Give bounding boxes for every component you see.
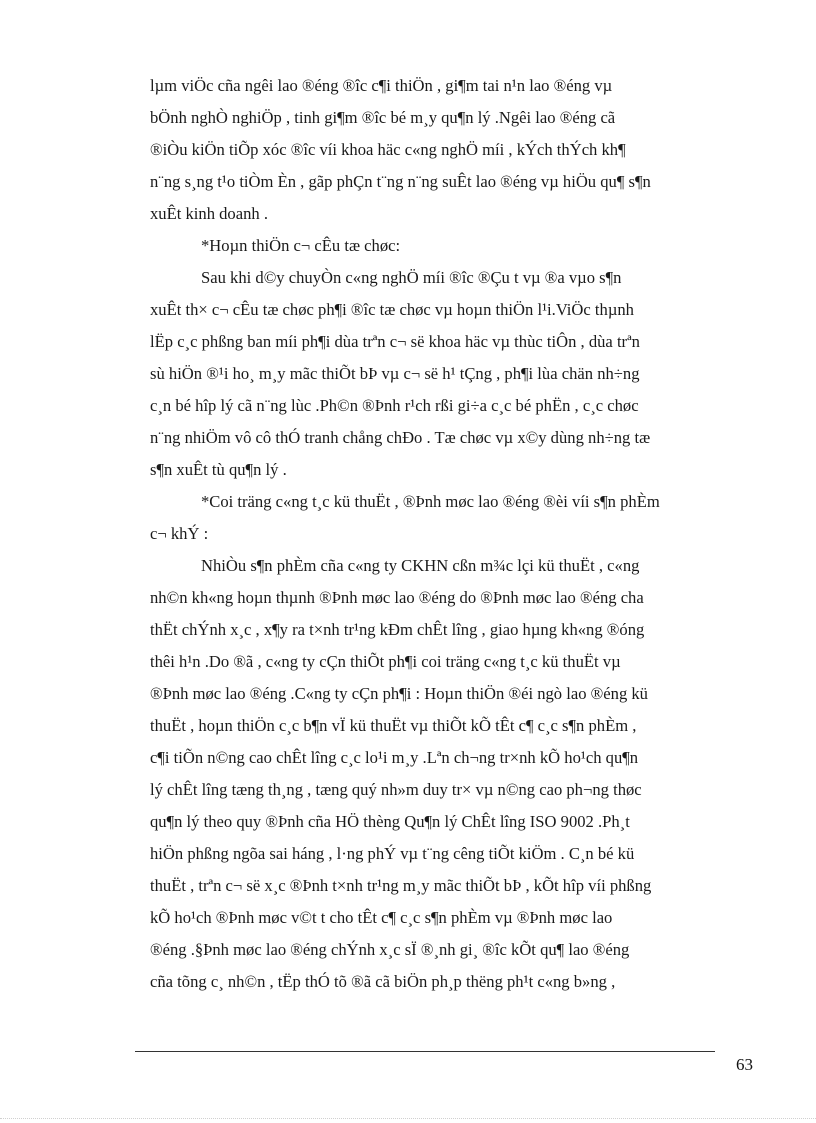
text-line: hiÖn phßng ngõa sai háng , l·ng phÝ vµ t¨ng cêng tiÕt kiÖm . C¸n bé kü — [150, 844, 635, 863]
text-line: *Hoµn thiÖn c¬ cÊu tæ chøc: — [201, 236, 401, 255]
text-line: nh©n kh«ng hoµn thµnh ®Þnh møc lao ®éng do ®Þnh møc lao ®éng cha — [150, 588, 644, 607]
text-line: thuËt , hoµn thiÖn c¸c b¶n vÏ kü thuËt vµ thiÕt kÕ tÊt c¶ c¸c s¶n phÈm , — [150, 716, 637, 735]
paragraph — [150, 70, 740, 230]
paragraph — [150, 262, 740, 486]
paragraph — [150, 550, 740, 998]
text-line: ®éng .§Þnh møc lao ®éng chÝnh x¸c sÏ ®¸nh gi¸ ®îc kÕt qu¶ lao ®éng — [150, 940, 630, 959]
text-line: ®Þnh møc lao ®éng .C«ng ty cÇn ph¶i : Hoµn thiÖn ®éi ngò lao ®éng kü — [150, 684, 648, 703]
text-line: qu¶n lý theo quy ®Þnh cña HÖ thèng Qu¶n lý ChÊt lîng ISO 9002 .Ph¸t — [150, 812, 630, 831]
text-line: xuÊt kinh doanh . — [150, 204, 268, 223]
text-line: thêi h¹n .Do ®ã , c«ng ty cÇn thiÕt ph¶i coi träng c«ng t¸c kü thuËt vµ — [150, 652, 621, 671]
text-line: n¨ng nhiÖm vô cô thÓ tranh chång chÐo . Tæ chøc vµ x©y dùng nh÷ng tæ — [150, 428, 651, 447]
text-line: s¶n xuÊt tù qu¶n lý . — [150, 460, 287, 479]
text-line: c¬ khÝ : — [150, 524, 209, 543]
body-text — [150, 70, 740, 998]
text-line: lý chÊt lîng tæng th¸ng , tæng quý nh»m duy tr× vµ n©ng cao ph¬ng thøc — [150, 780, 642, 799]
text-line: c¸n bé hîp lý cã n¨ng lùc .Ph©n ®Þnh r¹ch rßi gi÷a c¸c bé phËn , c¸c chøc — [150, 396, 639, 415]
text-line: n¨ng s¸ng t¹o tiÒm Èn , gãp phÇn t¨ng n¨ng suÊt lao ®éng vµ hiÖu qu¶ s¶n — [150, 172, 651, 191]
page-edge-divider — [0, 1118, 816, 1119]
paragraph — [150, 486, 740, 518]
text-line: ®iÒu kiÖn tiÕp xóc ®îc víi khoa häc c«ng nghÖ míi , kÝch thÝch kh¶ — [150, 140, 626, 159]
text-line: *Coi träng c«ng t¸c kü thuËt , ®Þnh møc lao ®éng ®èi víi s¶n phÈm — [201, 492, 660, 511]
text-line: lËp c¸c phßng ban míi ph¶i dùa trªn c¬ së khoa häc vµ thùc tiÔn , dùa trªn — [150, 332, 640, 351]
text-line: lµm viÖc cña ngêi lao ®éng ®îc c¶i thiÖn , gi¶m tai n¹n lao ®éng vµ — [150, 76, 613, 95]
text-line: bÖnh nghÒ nghiÖp , tinh gi¶m ®îc bé m¸y qu¶n lý .Ngêi lao ®éng cã — [150, 108, 616, 127]
text-line: thuËt , trªn c¬ së x¸c ®Þnh t×nh tr¹ng m¸y mãc thiÕt bÞ , kÕt hîp víi phßng — [150, 876, 652, 895]
paragraph — [150, 518, 740, 550]
text-line: xuÊt th× c¬ cÊu tæ chøc ph¶i ®îc tæ chøc vµ hoµn thiÖn l¹i.ViÖc thµnh — [150, 300, 634, 319]
page-number: 63 — [736, 1055, 753, 1074]
footer-rule — [135, 1051, 715, 1052]
paragraph — [150, 230, 740, 262]
text-line: NhiÒu s¶n phÈm cña c«ng ty CKHN cßn m¾c lçi kü thuËt , c«ng — [201, 556, 640, 575]
text-line: cña tõng c¸ nh©n , tËp thÓ tõ ®ã cã biÖn ph¸p thëng ph¹t c«ng b»ng , — [150, 972, 616, 991]
text-line: c¶i tiÕn n©ng cao chÊt lîng c¸c lo¹i m¸y .Lªn ch¬ng tr×nh kÕ ho¹ch qu¶n — [150, 748, 639, 767]
text-line: Sau khi d©y chuyÒn c«ng nghÖ míi ®îc ®Çu t vµ ®a vµo s¶n — [201, 268, 622, 287]
text-line: sù hiÖn ®¹i ho¸ m¸y mãc thiÕt bÞ vµ c¬ së h¹ tÇng , ph¶i lùa chän nh÷ng — [150, 364, 640, 383]
text-line: kÕ ho¹ch ®Þnh møc v©t t cho tÊt c¶ c¸c s¶n phÈm vµ ®Þnh møc lao — [150, 908, 613, 927]
text-line: thËt chÝnh x¸c , x¶y ra t×nh tr¹ng kÐm chÊt lîng , giao hµng kh«ng ®óng — [150, 620, 645, 639]
